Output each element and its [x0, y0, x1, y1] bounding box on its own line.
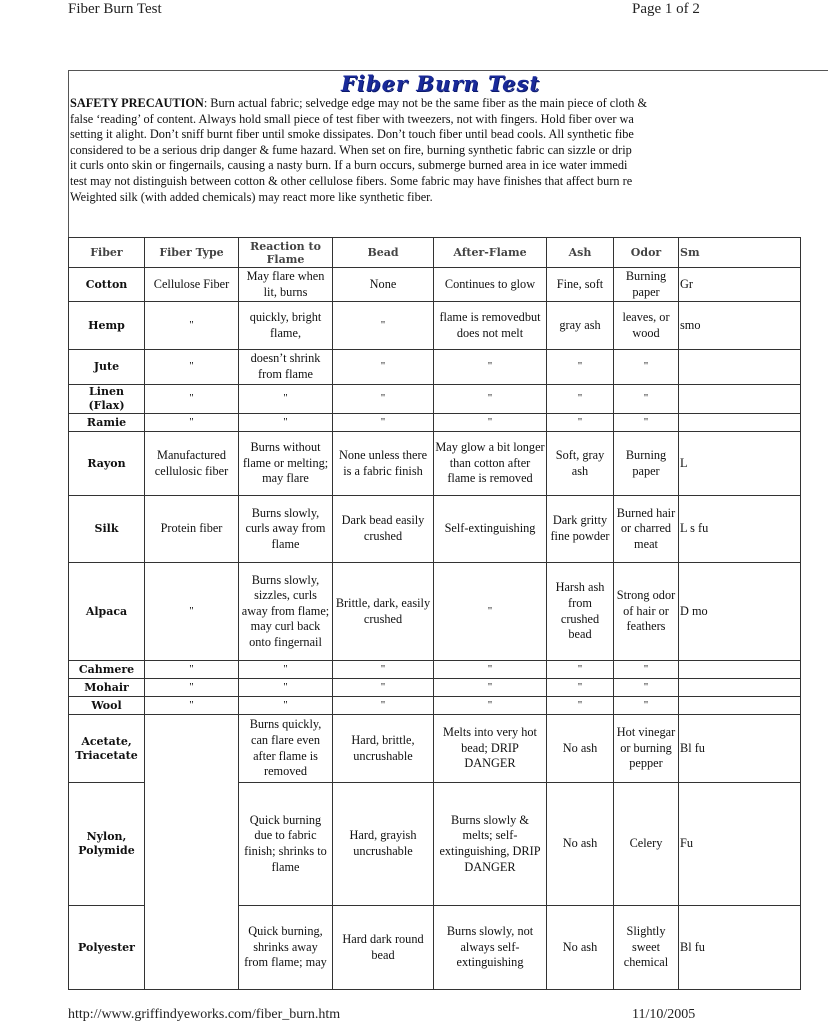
fiber-type-cell: Manufactured cellulosic fiber — [145, 432, 239, 496]
ash-cell: Soft, gray ash — [547, 432, 614, 496]
odor-cell: " — [614, 414, 679, 432]
reaction-cell: May flare when lit, burns — [239, 268, 333, 302]
reaction-cell: Quick burning due to fabric finish; shrinks to flame — [239, 783, 333, 906]
bead-cell: " — [333, 679, 434, 697]
fiber-cell: Linen (Flax) — [69, 385, 145, 414]
smoke-cell: smo — [679, 302, 801, 350]
fiber-type-cell: " — [145, 414, 239, 432]
safety-line-2: false ‘reading’ of content. Always hold small piece of test fiber with tweezers, not with fingers. Hold fiber over wa — [70, 111, 634, 126]
reaction-cell: " — [239, 697, 333, 715]
ash-cell: " — [547, 350, 614, 385]
col-header-smoke: Sm — [679, 238, 801, 268]
odor-cell: Slightly sweet chemical — [614, 906, 679, 990]
reaction-cell: Burns slowly, sizzles, curls away from flame; may curl back onto fingernail — [239, 563, 333, 661]
after-flame-cell: Melts into very hot bead; DRIP DANGER — [434, 715, 547, 783]
odor-cell: Burned hair or charred meat — [614, 496, 679, 563]
odor-cell: Burning paper — [614, 432, 679, 496]
after-flame-cell: " — [434, 414, 547, 432]
safety-precaution — [68, 96, 828, 237]
fiber-burn-table — [68, 237, 801, 990]
after-flame-cell: " — [434, 385, 547, 414]
bead-cell: Hard, grayish uncrushable — [333, 783, 434, 906]
reaction-cell: " — [239, 385, 333, 414]
bead-cell: None — [333, 268, 434, 302]
table-row — [69, 432, 801, 496]
odor-cell: " — [614, 385, 679, 414]
after-flame-cell: " — [434, 350, 547, 385]
bead-cell: " — [333, 385, 434, 414]
smoke-cell — [679, 679, 801, 697]
reaction-cell: Burns quickly, can flare even after flame is removed — [239, 715, 333, 783]
fiber-type-cell: " — [145, 302, 239, 350]
fiber-cell: Alpaca — [69, 563, 145, 661]
fiber-type-cell: " — [145, 679, 239, 697]
page-title: Fiber Burn Test — [341, 71, 541, 96]
safety-line-6: test may not distinguish between cotton & other cellulose fibers. Some fabric may have finishes that affect burn re — [70, 173, 633, 188]
smoke-cell: D mo — [679, 563, 801, 661]
print-footer-date: 11/10/2005 — [632, 1007, 696, 1022]
ash-cell: No ash — [547, 715, 614, 783]
ash-cell: No ash — [547, 906, 614, 990]
ash-cell: No ash — [547, 783, 614, 906]
fiber-burn-sheet — [68, 70, 768, 970]
fiber-cell: Nylon, Polymide — [69, 783, 145, 906]
ash-cell: " — [547, 661, 614, 679]
after-flame-cell: " — [434, 697, 547, 715]
odor-cell: Strong odor of hair or feathers — [614, 563, 679, 661]
print-header-title: Fiber Burn Test — [68, 1, 162, 17]
fiber-cell: Jute — [69, 350, 145, 385]
bead-cell: " — [333, 302, 434, 350]
table-row — [69, 414, 801, 432]
smoke-cell: Bl fu — [679, 906, 801, 990]
fiber-type-cell — [145, 715, 239, 990]
after-flame-cell: Burns slowly & melts; self-extinguishing, DRIP DANGER — [434, 783, 547, 906]
fiber-type-cell: " — [145, 350, 239, 385]
fiber-cell: Hemp — [69, 302, 145, 350]
safety-line-4: considered to be a serious drip danger & fume hazard. When set on fire, burning synthetic fabric can sizzle or drip — [70, 142, 632, 157]
smoke-cell: Bl fu — [679, 715, 801, 783]
table-row — [69, 697, 801, 715]
after-flame-cell: " — [434, 563, 547, 661]
smoke-cell: Fu — [679, 783, 801, 906]
fiber-cell: Wool — [69, 697, 145, 715]
bead-cell: " — [333, 414, 434, 432]
reaction-cell: " — [239, 679, 333, 697]
safety-label: SAFETY PRECAUTION — [70, 96, 204, 110]
odor-cell: Hot vinegar or burning pepper — [614, 715, 679, 783]
fiber-cell: Silk — [69, 496, 145, 563]
bead-cell: None unless there is a fabric finish — [333, 432, 434, 496]
odor-cell: " — [614, 661, 679, 679]
table-row — [69, 302, 801, 350]
smoke-cell: Gr — [679, 268, 801, 302]
fiber-cell: Cahmere — [69, 661, 145, 679]
odor-cell: " — [614, 697, 679, 715]
safety-line-7: Weighted silk (with added chemicals) may react more like synthetic fiber. — [70, 189, 433, 204]
table-row — [69, 679, 801, 697]
after-flame-cell: Continues to glow — [434, 268, 547, 302]
ash-cell: " — [547, 414, 614, 432]
table-row — [69, 268, 801, 302]
reaction-cell: Burns slowly, curls away from flame — [239, 496, 333, 563]
after-flame-cell: May glow a bit longer than cotton after flame is removed — [434, 432, 547, 496]
after-flame-cell: " — [434, 661, 547, 679]
after-flame-cell: " — [434, 679, 547, 697]
smoke-cell — [679, 697, 801, 715]
col-header-reaction: Reaction to Flame — [239, 238, 333, 268]
odor-cell: Celery — [614, 783, 679, 906]
after-flame-cell: Burns slowly, not always self-extinguishing — [434, 906, 547, 990]
table-row — [69, 350, 801, 385]
fiber-type-cell: " — [145, 661, 239, 679]
ash-cell: Fine, soft — [547, 268, 614, 302]
title-row — [68, 70, 828, 96]
table-row — [69, 496, 801, 563]
after-flame-cell: Self-extinguishing — [434, 496, 547, 563]
odor-cell: leaves, or wood — [614, 302, 679, 350]
fiber-type-cell: " — [145, 385, 239, 414]
safety-line-3: setting it alight. Don’t sniff burnt fiber until smoke dissipates. Don’t touch fiber until bead cools. All synthetic fibe — [70, 127, 634, 142]
odor-cell: " — [614, 679, 679, 697]
smoke-cell — [679, 350, 801, 385]
smoke-cell — [679, 385, 801, 414]
fiber-cell: Acetate, Triacetate — [69, 715, 145, 783]
ash-cell: " — [547, 679, 614, 697]
reaction-cell: " — [239, 661, 333, 679]
table-row — [69, 385, 801, 414]
table-row — [69, 563, 801, 661]
ash-cell: " — [547, 697, 614, 715]
bead-cell: Brittle, dark, easily crushed — [333, 563, 434, 661]
after-flame-cell: flame is removedbut does not melt — [434, 302, 547, 350]
bead-cell: Dark bead easily crushed — [333, 496, 434, 563]
fiber-cell: Ramie — [69, 414, 145, 432]
ash-cell: Dark gritty fine powder — [547, 496, 614, 563]
fiber-type-cell: Protein fiber — [145, 496, 239, 563]
ash-cell: " — [547, 385, 614, 414]
smoke-cell — [679, 661, 801, 679]
odor-cell: Burning paper — [614, 268, 679, 302]
col-header-fiber: Fiber — [69, 238, 145, 268]
bead-cell: Hard, brittle, uncrushable — [333, 715, 434, 783]
reaction-cell: " — [239, 414, 333, 432]
print-header-page: Page 1 of 2 — [632, 1, 700, 17]
reaction-cell: Quick burning, shrinks away from flame; may — [239, 906, 333, 990]
fiber-type-cell: " — [145, 563, 239, 661]
col-header-after-flame: After-Flame — [434, 238, 547, 268]
safety-line-5: it curls onto skin or fingernails, causing a nasty burn. If a burn occurs, submerge burned area in ice water immedi — [70, 158, 628, 173]
col-header-bead: Bead — [333, 238, 434, 268]
fiber-type-cell: Cellulose Fiber — [145, 268, 239, 302]
smoke-cell: L s fu — [679, 496, 801, 563]
smoke-cell — [679, 414, 801, 432]
col-header-fiber-type: Fiber Type — [145, 238, 239, 268]
col-header-ash: Ash — [547, 238, 614, 268]
bead-cell: " — [333, 661, 434, 679]
safety-line-1: : Burn actual fabric; selvedge edge may not be the same fiber as the main piece of cloth & — [203, 96, 648, 110]
fiber-cell: Polyester — [69, 906, 145, 990]
table-header-row — [69, 238, 801, 268]
reaction-cell: Burns without flame or melting; may flare — [239, 432, 333, 496]
fiber-type-cell: " — [145, 697, 239, 715]
odor-cell: " — [614, 350, 679, 385]
fiber-cell: Mohair — [69, 679, 145, 697]
table-row — [69, 715, 801, 783]
col-header-odor: Odor — [614, 238, 679, 268]
smoke-cell: L — [679, 432, 801, 496]
bead-cell: " — [333, 350, 434, 385]
table-row — [69, 661, 801, 679]
ash-cell: Harsh ash from crushed bead — [547, 563, 614, 661]
bead-cell: " — [333, 697, 434, 715]
print-footer-url: http://www.griffindyeworks.com/fiber_burn.htm — [68, 1007, 341, 1022]
bead-cell: Hard dark round bead — [333, 906, 434, 990]
fiber-cell: Cotton — [69, 268, 145, 302]
fiber-cell: Rayon — [69, 432, 145, 496]
reaction-cell: quickly, bright flame, — [239, 302, 333, 350]
reaction-cell: doesn’t shrink from flame — [239, 350, 333, 385]
ash-cell: gray ash — [547, 302, 614, 350]
